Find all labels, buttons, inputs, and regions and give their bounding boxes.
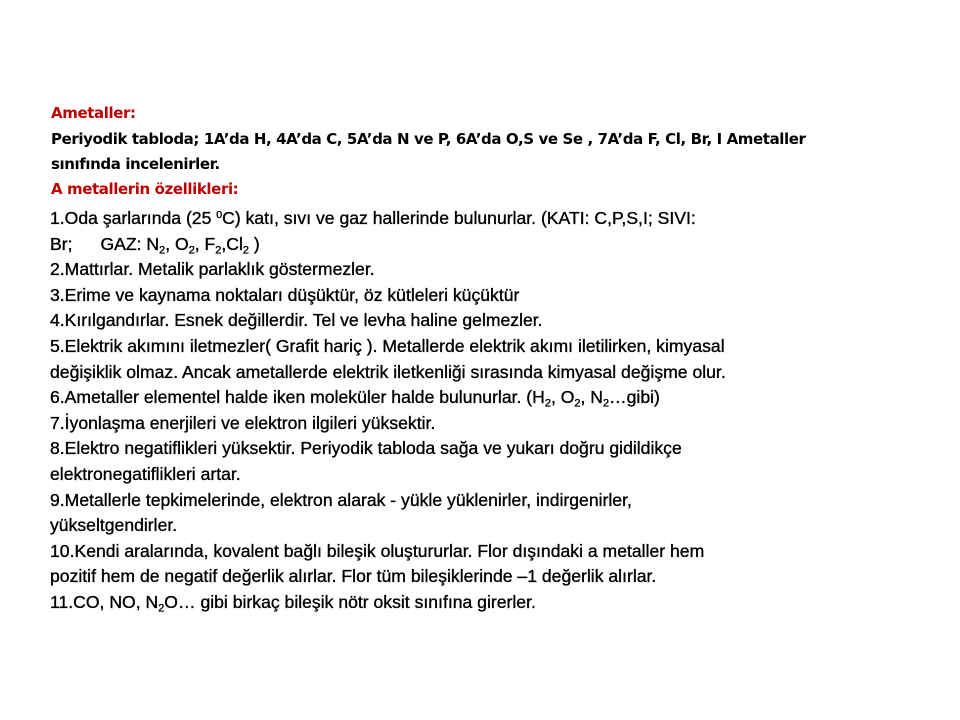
property-10-line-2: pozitif hem de negatif değerlik alırlar. Flor tüm bileşiklerinde –1 değerlik alırlar. — [50, 566, 657, 587]
property-5-line-2: değişiklik olmaz. Ancak ametallerde elektrik iletkenliği sırasında kimyasal değişme olur. — [50, 361, 726, 382]
intro-line-1: Periyodik tabloda; 1A’da H, 4A’da C, 5A’da N ve P, 6A’da O,S ve Se , 7A’da F, Cl, Br, I Ametaller — [51, 130, 806, 148]
property-7: 7.İyonlaşma enerjileri ve elektron ilgileri yüksektir. — [50, 412, 436, 433]
property-5-line-1: 5.Elektrik akımını iletmezler( Grafit hariç ). Metallerde elektrik akımı iletilirken, kimyasal — [50, 335, 725, 356]
properties-list — [50, 206, 895, 616]
property-9-line-1: 9.Metallerle tepkimelerinde, elektron alarak - yükle yüklenirler, indirgenirler, — [50, 489, 632, 510]
property-3: 3.Erime ve kaynama noktaları düşüktür, öz kütleleri küçüktür — [50, 284, 520, 305]
property-2: 2.Mattırlar. Metalik parlaklık göstermezler. — [50, 259, 375, 280]
intro-line-2: sınıfında incelenirler. — [51, 155, 220, 173]
property-11: 11.CO, NO, $N_2O\dots$ gibi birkaç bileşik nötr oksit sınıfına girerler. — [50, 591, 536, 615]
property-1-line-2: Br; GAZ: $N_2$, $O_2$, $F_2,Cl_2$ ) — [50, 233, 260, 256]
property-8-line-1: 8.Elektro negatiflikleri yüksektir. Periyodik tabloda sağa ve yukarı doğru gidildikçe — [50, 438, 682, 459]
property-1-line-1: 1.Oda şarlarında (25 $^0$C) katı, sıvı ve gaz hallerinde bulunurlar. (KATI: C,P,S,I; SIVI: — [50, 208, 696, 228]
property-9-line-2: yükseltgendirler. — [50, 515, 178, 536]
property-6: 6.Ametaller elementel halde iken moleküler halde bulunurlar. ($H_2$, $O_2$, $N_2\dots gibi$) — [50, 387, 660, 410]
property-4: 4.Kırılgandırlar. Esnek değillerdir. Tel ve levha haline gelmezler. — [50, 310, 543, 331]
property-10-line-1: 10.Kendi aralarında, kovalent bağlı bileşik oluştururlar. Flor dışındaki a metaller hem — [50, 540, 705, 561]
properties-subtitle: A metallerin özellikleri: — [51, 180, 239, 198]
property-8-line-2: elektronegatiflikleri artar. — [50, 463, 241, 484]
heading-title: Ametaller: — [51, 104, 136, 122]
